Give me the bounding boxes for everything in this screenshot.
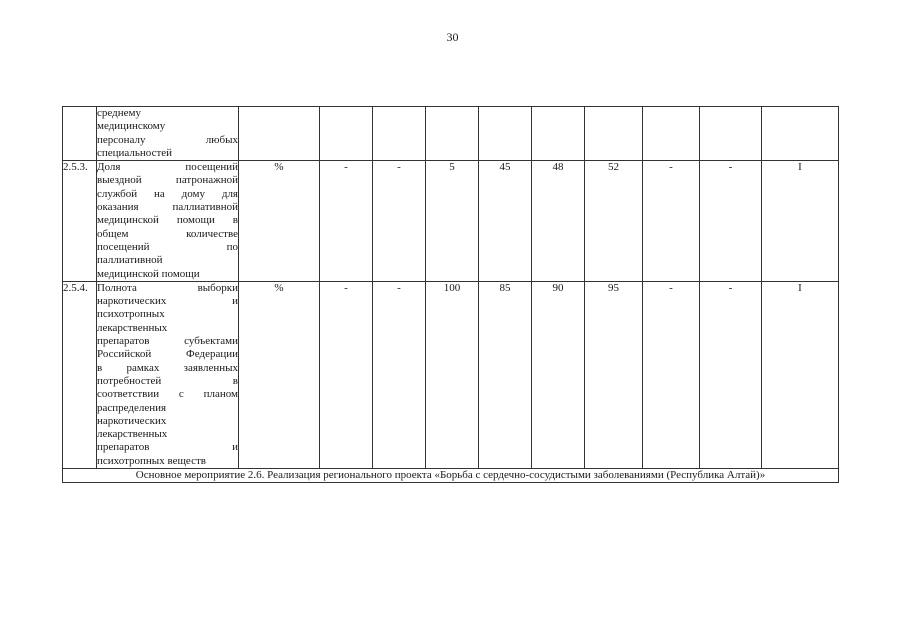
indicator-description [97, 281, 239, 468]
description-line: лекарственных [97, 321, 168, 334]
value-cell [426, 107, 479, 161]
description-line: психотропных веществ [97, 454, 206, 467]
table-row [63, 281, 839, 468]
value-cell: 45 [479, 161, 532, 282]
description-line: паллиативной [97, 254, 163, 267]
page-number: 30 [446, 30, 459, 44]
description-line: препаратов и [97, 441, 238, 454]
description-line: психотропных [97, 308, 165, 321]
value-cell: 85 [479, 281, 532, 468]
description-line: специальностей [97, 146, 173, 159]
value-cell: % [239, 281, 320, 468]
description-line: наркотических [97, 414, 167, 427]
table-row [63, 161, 839, 282]
table-row [63, 107, 839, 161]
description-line: выездной патронажной [97, 174, 238, 187]
value-cell: 52 [585, 161, 643, 282]
indicator-description [97, 161, 239, 282]
description-line: распределения [97, 401, 167, 414]
description-line: лекарственных [97, 428, 168, 441]
value-cell: 95 [585, 281, 643, 468]
value-cell: - [643, 281, 700, 468]
description-line: наркотических и [97, 295, 238, 308]
indicator-table [62, 106, 839, 483]
description-line: медицинской помощи в [97, 214, 238, 227]
description-line: оказания паллиативной [97, 201, 238, 214]
row-number: 2.5.3. [63, 161, 97, 282]
value-cell: 100 [426, 281, 479, 468]
value-cell [373, 107, 426, 161]
section-title: Основное мероприятие 2.6. Реализация регионального проекта «Борьба с сердечно-сосудистыми заболеваниями (Республика Алтай)» [63, 469, 839, 483]
value-cell: - [373, 281, 426, 468]
description-line: службой на дому для [97, 187, 238, 200]
value-cell: 48 [532, 161, 585, 282]
row-number: 2.5.4. [63, 281, 97, 468]
description-line: Доля посещений [97, 161, 238, 174]
value-cell: I [762, 161, 839, 282]
indicator-description [97, 107, 239, 161]
description-line: Полнота выборки [97, 281, 238, 294]
description-line: среднему [97, 107, 141, 119]
value-cell [532, 107, 585, 161]
description-line: посещений по [97, 240, 238, 253]
value-cell: 5 [426, 161, 479, 282]
description-line: препаратов субъектами [97, 335, 238, 348]
value-cell [239, 107, 320, 161]
value-cell [479, 107, 532, 161]
description-line: в рамках заявленных [97, 361, 238, 374]
value-cell [762, 107, 839, 161]
value-cell: - [373, 161, 426, 282]
value-cell: % [239, 161, 320, 282]
description-line: Российской Федерации [97, 348, 238, 361]
row-number [63, 107, 97, 161]
value-cell: - [700, 161, 762, 282]
description-line: потребностей в [97, 374, 238, 387]
value-cell: I [762, 281, 839, 468]
value-cell: 90 [532, 281, 585, 468]
description-line: медицинскому [97, 120, 166, 133]
value-cell: - [320, 161, 373, 282]
description-line: медицинской помощи [97, 267, 200, 280]
description-line: персоналу любых [97, 133, 238, 146]
value-cell [585, 107, 643, 161]
value-cell [643, 107, 700, 161]
value-cell [700, 107, 762, 161]
description-line: общем количестве [97, 227, 238, 240]
value-cell: - [643, 161, 700, 282]
section-row [63, 469, 839, 483]
value-cell: - [320, 281, 373, 468]
value-cell [320, 107, 373, 161]
description-line: соответствии с планом [97, 388, 238, 401]
value-cell: - [700, 281, 762, 468]
